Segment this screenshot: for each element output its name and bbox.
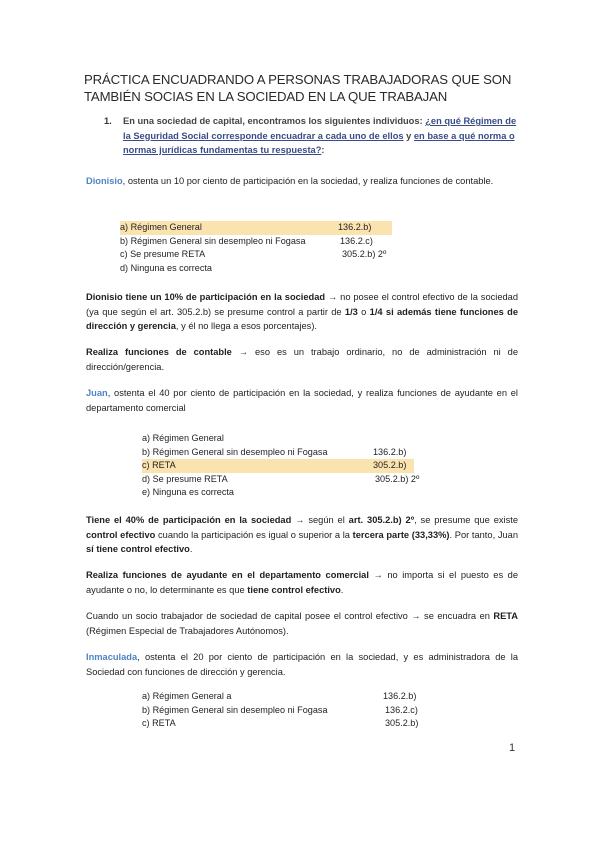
inmaculada-option-c <box>142 717 442 731</box>
juan-option-c <box>142 459 414 473</box>
exp-bold: art. 305.2.b) 2º <box>348 515 415 525</box>
dionisio-desc-text: , ostenta un 10 por ciento de participación en la sociedad, y realiza funciones de contable. <box>122 176 494 186</box>
option-label: a) Régimen General <box>142 433 224 443</box>
title-line-2: TAMBIÉN SOCIAS EN LA SOCIEDAD EN LA QUE TRABAJAN <box>84 89 448 104</box>
question-underlined-2: en base a qué norma o normas jurídicas fundamentas tu respuesta? <box>123 130 515 155</box>
exp-bold: RETA <box>493 611 518 621</box>
exp-text: Cuando un socio trabajador de sociedad de capital posee el control efectivo → se encuadra en <box>86 611 494 621</box>
exp-text: , se presume que existe <box>414 515 518 525</box>
option-label: a) Régimen General a <box>142 691 232 701</box>
exp-text: . Por tanto, Juan <box>449 529 518 540</box>
dionisio-option-c <box>120 248 420 262</box>
exp-text: cuando la participación es igual o superior a la <box>155 529 353 540</box>
juan-option-d <box>142 473 442 487</box>
option-ref: 305.2.b) 2º <box>342 249 387 260</box>
question-intro: En una sociedad de capital, encontramos los siguientes individuos: <box>123 116 426 126</box>
exp-bold: Dionisio tiene un <box>86 292 165 302</box>
juan-options <box>142 432 442 500</box>
inmaculada-description <box>86 650 518 679</box>
exp-bold: 1/3 <box>344 306 358 317</box>
dionisio-option-b <box>120 235 420 249</box>
juan-option-b <box>142 446 442 460</box>
exp-text: , y él no llega a esos porcentajes). <box>175 321 318 331</box>
question-1 <box>104 114 520 158</box>
exp-bold: de participación en la sociedad <box>183 292 326 302</box>
exp-bold: Realiza funciones de ayudante en el departamento comercial <box>86 570 369 580</box>
exp-text: → no importa si el puesto es de ayudante o no, lo determinante es que <box>86 570 519 595</box>
inmaculada-desc-text: , ostenta el 20 por ciento de participación en la sociedad, y es administradora de la Sociedad con funciones de dirección y gerencia. <box>86 652 518 677</box>
juan-description <box>86 386 518 415</box>
title-line-1: PRÁCTICA ENCUADRANDO A PERSONAS TRABAJADORAS QUE SON <box>84 72 512 87</box>
exp-text: (Régimen Especial de Trabajadores Autónomos). <box>86 625 289 636</box>
option-ref: 305.2.b) 2º <box>375 473 420 484</box>
question-mid: y <box>403 130 414 141</box>
option-label: a) Régimen General <box>120 222 202 232</box>
dionisio-option-a <box>120 221 392 235</box>
juan-option-e <box>142 486 442 500</box>
dionisio-description <box>86 174 518 189</box>
page-title <box>84 71 544 105</box>
option-label: e) Ninguna es correcta <box>142 487 234 498</box>
exp-text: . <box>340 584 344 595</box>
dionisio-name: Dionisio <box>86 176 123 186</box>
question-underlined-1: ¿en qué Régimen de la Seguridad Social corresponde encuadrar a cada uno de ellos <box>123 116 517 141</box>
exp-bold: 10% <box>164 292 184 302</box>
option-label: c) RETA <box>142 460 176 471</box>
juan-name: Juan <box>86 388 108 398</box>
option-ref: 305.2.b) <box>373 460 407 471</box>
exp-bold: 40% <box>125 515 145 525</box>
option-label: c) Se presume RETA <box>120 249 206 260</box>
option-ref: 136.2.c) <box>340 235 373 246</box>
dionisio-explanation-1 <box>86 290 518 334</box>
option-ref: 136.2.c) <box>385 704 418 715</box>
exp-bold: tercera parte (33,33%) <box>352 529 450 540</box>
dionisio-explanation-2 <box>86 345 518 374</box>
exp-text: → eso es un trabajo ordinario, no de administración ni de dirección/gerencia. <box>86 347 518 372</box>
exp-bold: 1/4 si además tiene funciones de dirección y gerencia <box>86 306 518 331</box>
question-number: 1. <box>104 116 112 126</box>
juan-explanation-2 <box>86 568 518 597</box>
option-ref: 136.2.b) <box>373 446 407 457</box>
option-label: d) Se presume RETA <box>142 473 228 484</box>
exp-bold: tiene control efectivo <box>247 584 341 595</box>
dionisio-options <box>120 221 420 275</box>
exp-text: → no posee el control efectivo de la sociedad (ya que según el art. 305.2.b) se presume control a partir de <box>86 292 519 317</box>
exp-text: o <box>357 306 370 317</box>
option-ref: 305.2.b) <box>385 718 419 729</box>
juan-desc-text: , ostenta el 40 por ciento de participación en la sociedad, y realiza funciones de ayudante en el departamento comercial <box>86 388 518 413</box>
juan-explanation-3 <box>86 609 518 638</box>
option-ref: 136.2.b) <box>338 222 372 232</box>
exp-text: → según el <box>291 515 349 525</box>
exp-bold: Realiza funciones de contable <box>86 347 232 357</box>
inmaculada-options <box>142 690 442 731</box>
juan-option-a <box>142 432 442 446</box>
question-end: : <box>321 145 325 155</box>
inmaculada-option-b <box>142 704 442 718</box>
inmaculada-name: Inmaculada <box>86 652 138 662</box>
exp-bold: sí tiene control efectivo <box>86 544 190 554</box>
exp-bold: de participación en la sociedad <box>144 515 292 525</box>
page-number: 1 <box>509 742 516 754</box>
option-ref: 136.2.b) <box>383 691 417 701</box>
option-label: b) Régimen General sin desempleo ni Fogasa <box>142 446 328 457</box>
option-label: b) Régimen General sin desempleo ni Fogasa <box>120 235 306 246</box>
exp-bold: control efectivo <box>86 529 156 540</box>
dionisio-option-d <box>120 262 420 276</box>
inmaculada-option-a <box>142 690 442 704</box>
juan-explanation-1 <box>86 513 518 557</box>
option-label: c) RETA <box>142 718 176 729</box>
exp-bold: Tiene el <box>86 515 126 525</box>
exp-text: . <box>189 544 193 554</box>
option-label: b) Régimen General sin desempleo ni Fogasa <box>142 704 328 715</box>
option-label: d) Ninguna es correcta <box>120 262 212 273</box>
